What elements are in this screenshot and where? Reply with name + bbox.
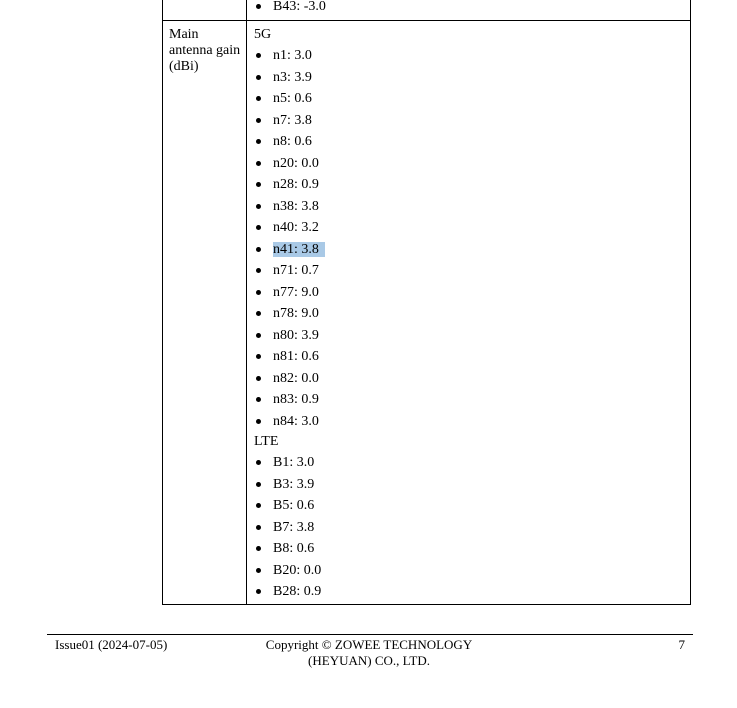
page-footer (47, 634, 693, 674)
bullet-icon (256, 482, 261, 487)
list-item (254, 498, 321, 520)
bullet-icon (256, 247, 261, 252)
list-item (254, 199, 325, 221)
list-item (254, 563, 321, 585)
spec-table (162, 0, 691, 605)
list-item (254, 285, 325, 307)
bullet-icon (256, 53, 261, 58)
bullet-icon (256, 118, 261, 123)
list-item (254, 455, 321, 477)
bullet-icon (256, 376, 261, 381)
bullet-icon (256, 525, 261, 530)
band-gain-text: n8: 0.6 (273, 134, 312, 149)
bullet-icon (256, 333, 261, 338)
band-gain-text: n7: 3.8 (273, 112, 312, 128)
table-bottom-border (162, 604, 691, 605)
band-gain-text: B20: 0.0 (273, 562, 322, 578)
band-gain-text: B28: 0.9 (273, 584, 322, 599)
table-left-border (162, 0, 163, 605)
bullet-icon (256, 225, 261, 230)
band-gain-text: B3: 3.9 (273, 476, 315, 492)
band-list-lte (254, 455, 321, 606)
footer-copyright (217, 637, 521, 669)
table-row-divider (162, 20, 691, 21)
bullet-icon (256, 268, 261, 273)
list-item (254, 91, 325, 113)
bullet-icon (256, 568, 261, 573)
band-gain-text: n78: 9.0 (273, 306, 319, 321)
band-gain-text: n5: 0.6 (273, 91, 312, 106)
bullet-icon (256, 397, 261, 402)
list-item (254, 220, 325, 242)
table-column-divider (246, 0, 247, 605)
list-item (254, 70, 325, 92)
band-gain-text-selected: n41: 3.8 (273, 242, 325, 257)
band-gain-text: n3: 3.9 (273, 69, 312, 85)
band-gain-text: B1: 3.0 (273, 455, 315, 470)
band-gain-text: n38: 3.8 (273, 198, 319, 214)
band-gain-text: n82: 0.0 (273, 370, 319, 386)
list-item (254, 349, 325, 371)
list-item (254, 113, 325, 135)
list-item (254, 477, 321, 499)
bullet-icon (256, 460, 261, 465)
band-gain-text: n81: 0.6 (273, 349, 319, 364)
footer-issue: Issue01 (2024-07-05) (55, 637, 168, 652)
list-item (254, 520, 321, 542)
band-gain-text: n84: 3.0 (273, 413, 319, 429)
bullet-icon (256, 546, 261, 551)
band-gain-text: B5: 0.6 (273, 498, 315, 513)
band-gain-text: B8: 0.6 (273, 541, 315, 556)
bullet-icon (256, 75, 261, 80)
bullet-icon (256, 290, 261, 295)
list-item (254, 371, 325, 393)
list-item (254, 0, 326, 21)
list-item (254, 584, 321, 606)
list-item (254, 414, 325, 436)
bullet-icon (256, 182, 261, 187)
list-item (254, 328, 325, 350)
list-item (254, 242, 325, 264)
band-gain-text: n28: 0.9 (273, 177, 319, 192)
bullet-icon (256, 354, 261, 359)
bullet-icon (256, 503, 261, 508)
band-gain-text: n1: 3.0 (273, 48, 312, 63)
bullet-icon (256, 419, 261, 424)
bullet-icon (256, 4, 261, 9)
list-item (254, 177, 325, 199)
band-gain-text: n83: 0.9 (273, 392, 319, 407)
row-header-main-antenna-gain: Main antenna gain (dBi) (169, 27, 241, 74)
list-item (254, 156, 325, 178)
footer-rule (47, 634, 693, 635)
bullet-icon (256, 139, 261, 144)
bullet-icon (256, 204, 261, 209)
band-gain-text: n20: 0.0 (273, 155, 319, 171)
band-gain-text: n80: 3.9 (273, 327, 319, 343)
table-right-border (690, 0, 691, 605)
bullet-icon (256, 311, 261, 316)
list-item (254, 306, 325, 328)
list-item (254, 134, 325, 156)
section-title-5g: 5G (254, 27, 272, 42)
list-item (254, 48, 325, 70)
band-gain-text: n71: 0.7 (273, 263, 319, 278)
band-gain-text: B7: 3.8 (273, 519, 315, 535)
list-item (254, 263, 325, 285)
section-title-lte: LTE (254, 434, 279, 449)
band-gain-text: n77: 9.0 (273, 284, 319, 300)
band-gain-text: B43: -3.0 (273, 0, 326, 14)
bullet-icon (256, 161, 261, 166)
footer-copyright-line2: (HEYUAN) CO., LTD. (308, 653, 430, 668)
footer-page-number: 7 (678, 637, 685, 652)
bullet-icon (256, 589, 261, 594)
list-item (254, 541, 321, 563)
bullet-icon (256, 96, 261, 101)
footer-copyright-line1: Copyright © ZOWEE TECHNOLOGY (265, 637, 473, 652)
list-item (254, 392, 325, 414)
band-gain-text: n40: 3.2 (273, 220, 319, 235)
band-list-5g (254, 48, 325, 435)
